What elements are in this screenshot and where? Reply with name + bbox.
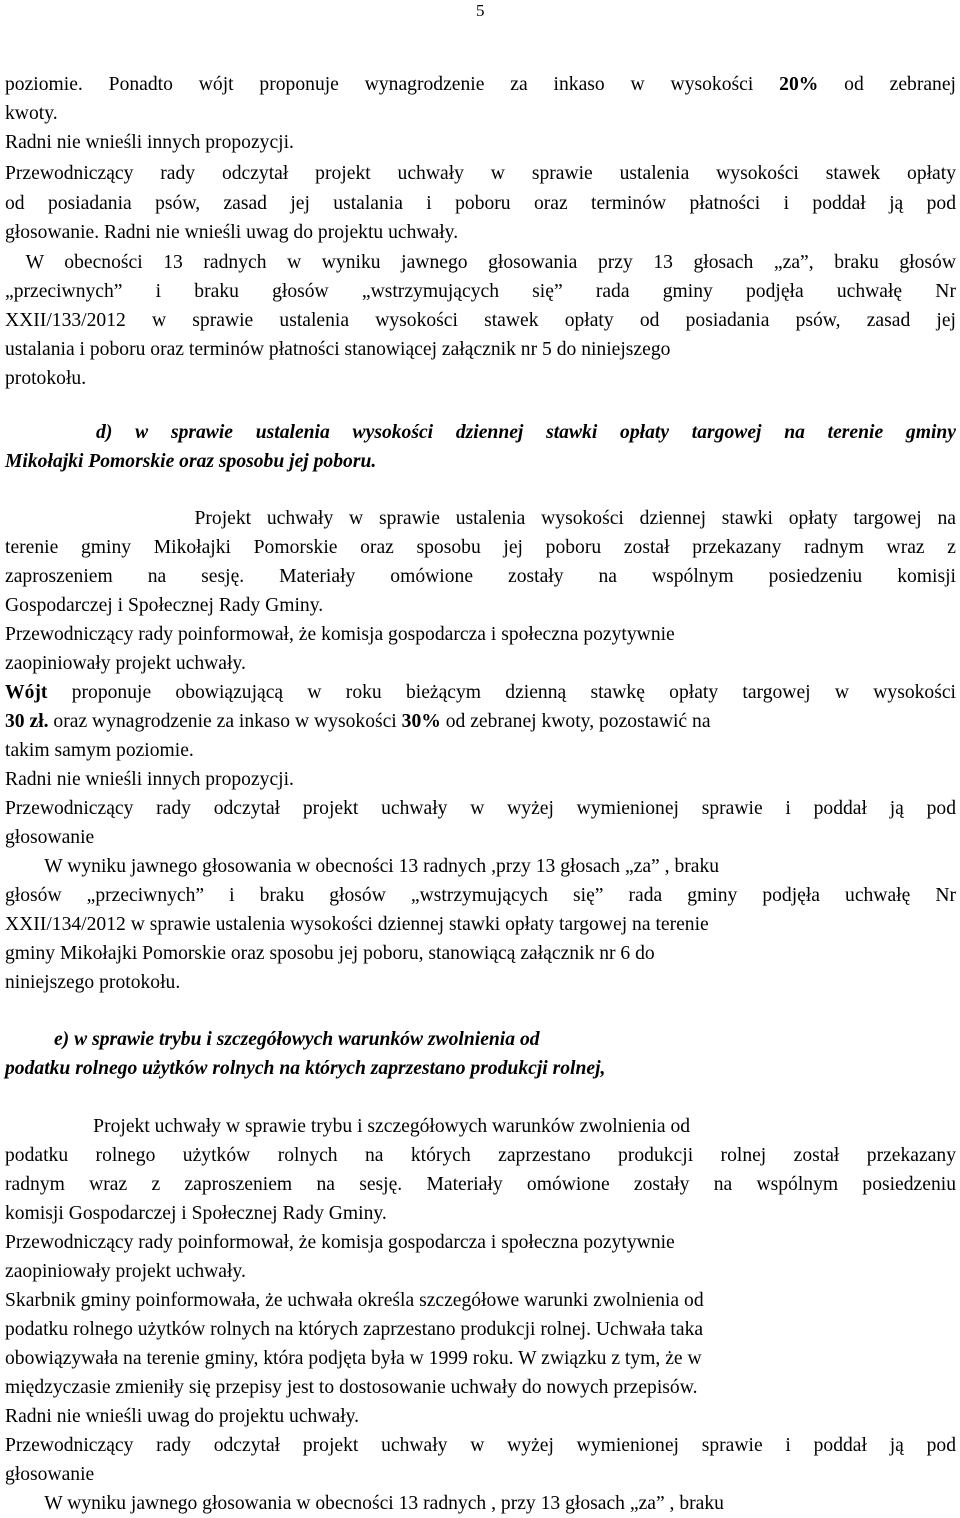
text-line: głosowanie. Radni nie wnieśli uwag do projektu uchwały.	[5, 222, 459, 243]
section-heading-d-cont: Mikołajki Pomorskie oraz sposobu jej poboru.	[5, 451, 377, 472]
text-line: Przewodniczący rady poinformował, że komisja gospodarcza i społeczna pozytywnie	[5, 624, 675, 645]
text-line: międzyczasie zmieniły się przepisy jest to dostosowanie uchwały do nowych przepisów.	[5, 1377, 698, 1398]
bold-text: 30%	[401, 711, 441, 732]
bold-text: Wójt	[5, 682, 48, 703]
text-line: gminy Mikołajki Pomorskie oraz sposobu jej poboru, stanowiącą załącznik nr 6 do	[5, 943, 655, 964]
text-segment: od zebranej kwoty, pozostawić na	[440, 711, 711, 732]
text-line: terenie gminy Mikołajki Pomorskie oraz sposobu jej poboru został przekazany radnym wraz z	[5, 537, 956, 558]
text-line	[5, 70, 956, 99]
text-line: komisji Gospodarczej i Społecznej Rady Gminy.	[5, 1203, 387, 1224]
text-line: Przewodniczący rady odczytał projekt uchwały w wyżej wymienionej sprawie i poddał ją pod	[5, 798, 956, 819]
text-line: podatku rolnego użytków rolnych na których zaprzestano produkcji rolnej został przekazany	[5, 1145, 956, 1166]
text-line: głosowanie	[5, 827, 95, 848]
section-heading-d: d) w sprawie ustalenia wysokości dziennej stawki opłaty targowej na terenie gminy	[5, 422, 956, 443]
text-line: zaopiniowały projekt uchwały.	[5, 1261, 246, 1282]
text-line: Projekt uchwały w sprawie ustalenia wysokości dziennej stawki opłaty targowej na	[5, 508, 956, 529]
bold-text: 30 zł.	[5, 711, 49, 732]
page-number: 5	[476, 1, 485, 20]
text-line: takim samym poziomie.	[5, 740, 194, 761]
text-line: Projekt uchwały w sprawie trybu i szczegółowych warunków zwolnienia od	[5, 1116, 691, 1137]
text-line: zaproszeniem na sesję. Materiały omówione zostały na wspólnym posiedzeniu komisji	[5, 566, 956, 587]
text-line: XXII/133/2012 w sprawie ustalenia wysokości stawek opłaty od posiadania psów, zasad jej	[5, 310, 956, 331]
bold-text: 20%	[779, 74, 819, 95]
text-line: podatku rolnego użytków rolnych na których zaprzestano produkcji rolnej. Uchwała taka	[5, 1319, 704, 1340]
text-line: Przewodniczący rady odczytał projekt uchwały w sprawie ustalenia wysokości stawek opłaty	[5, 163, 956, 184]
text-line: Przewodniczący rady odczytał projekt uchwały w wyżej wymienionej sprawie i poddał ją pod	[5, 1435, 956, 1456]
section-heading-e: e) w sprawie trybu i szczegółowych warunków zwolnienia od	[5, 1029, 540, 1050]
text-line: obowiązywała na terenie gminy, która podjęta była w 1999 roku. W związku z tym, że w	[5, 1348, 702, 1369]
text-line: zaopiniowały projekt uchwały.	[5, 653, 246, 674]
text-segment: od zebranej	[818, 74, 956, 95]
text-line: Radni nie wnieśli innych propozycji.	[5, 132, 294, 153]
text-line: Radni nie wnieśli uwag do projektu uchwały.	[5, 1406, 360, 1427]
text-line: Przewodniczący rady poinformował, że komisja gospodarcza i społeczna pozytywnie	[5, 1232, 675, 1253]
text-line: Gospodarczej i Społecznej Rady Gminy.	[5, 595, 324, 616]
text-line: W wyniku jawnego głosowania w obecności 13 radnych ,przy 13 głosach „za” , braku	[5, 856, 720, 877]
text-line: W wyniku jawnego głosowania w obecności 13 radnych , przy 13 głosach „za” , braku	[5, 1493, 724, 1514]
text-line: głosów „przeciwnych” i braku głosów „wstrzymujących się” rada gminy podjęła uchwałę Nr	[5, 885, 956, 906]
text-line: XXII/134/2012 w sprawie ustalenia wysokości dziennej stawki opłaty targowej na terenie	[5, 914, 709, 935]
text-line: niniejszego protokołu.	[5, 972, 181, 993]
text-line: głosowanie	[5, 1464, 95, 1485]
text-line: radnym wraz z zaproszeniem na sesję. Materiały omówione zostały na wspólnym posiedzeniu	[5, 1174, 956, 1195]
text-line: od posiadania psów, zasad jej ustalania i poboru oraz terminów płatności i poddał ją pod	[5, 193, 956, 214]
text-line: ustalania i poboru oraz terminów płatności stanowiącej załącznik nr 5 do niniejszego	[5, 339, 671, 360]
text-segment: poziomie. Ponadto wójt proponuje wynagrodzenie za inkaso w wysokości	[5, 74, 780, 95]
text-line	[5, 707, 711, 736]
text-line: W obecności 13 radnych w wyniku jawnego głosowania przy 13 głosach „za”, braku głosów	[5, 252, 956, 273]
section-heading-e-cont: podatku rolnego użytków rolnych na których zaprzestano produkcji rolnej,	[5, 1058, 606, 1079]
text-line: kwoty.	[5, 103, 58, 124]
text-line	[5, 678, 956, 707]
text-line: „przeciwnych” i braku głosów „wstrzymujących się” rada gminy podjęła uchwałę Nr	[5, 281, 956, 302]
text-segment: oraz wynagrodzenie za inkaso w wysokości	[48, 711, 402, 732]
text-line: Radni nie wnieśli innych propozycji.	[5, 769, 294, 790]
text-segment: proponuje obowiązującą w roku bieżącym dzienną stawkę opłaty targowej w wysokości	[47, 682, 956, 703]
text-line: protokołu.	[5, 368, 87, 389]
text-line: Skarbnik gminy poinformowała, że uchwała określa szczegółowe warunki zwolnienia od	[5, 1290, 704, 1311]
